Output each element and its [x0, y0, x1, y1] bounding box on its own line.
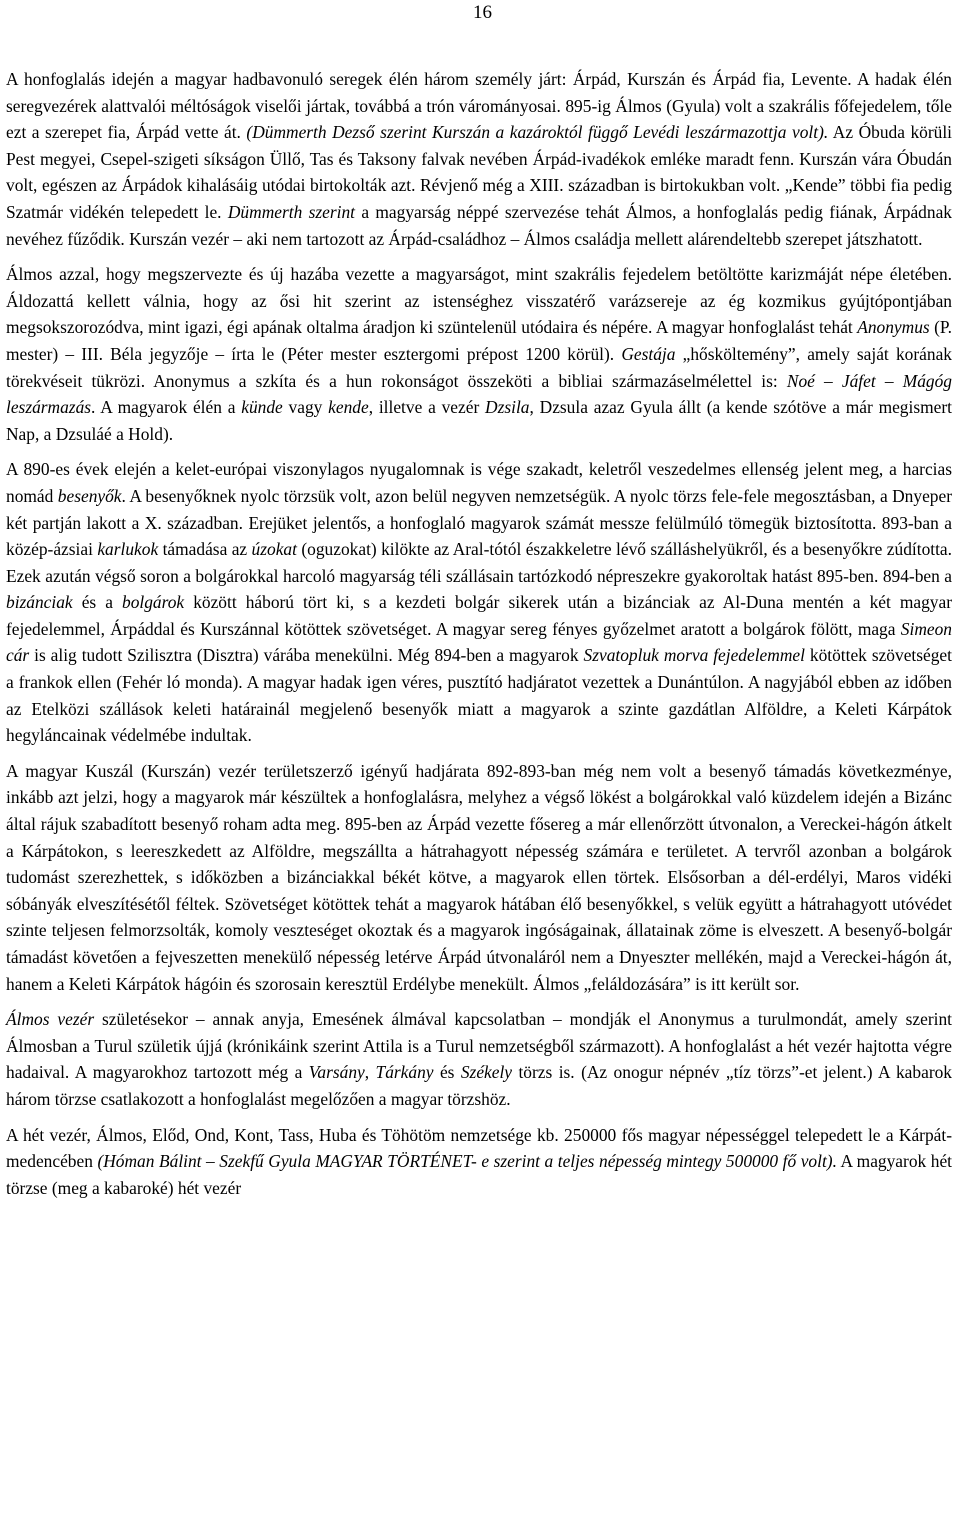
italic-text: künde [241, 397, 283, 418]
italic-text: Noé – Jáfet – Mágóg leszármazás [6, 370, 952, 418]
body-text: , illetve a vezér [368, 397, 486, 418]
body-text: A honfoglalás idején a magyar hadbavonuló seregek élén három személy járt: Árpád, Kurszán és Árpád fia, Levente. A hadak élén seregvezérek alattvalói méltóságok viselői jártak, továbbá a trón várományosai. 895-ig Álmos (Gyula) volt a szakrális főfejedelem, tőle ezt a szerepet fia, Árpád vette át. [6, 69, 952, 143]
italic-text: bizánciak [6, 592, 73, 613]
page-body [6, 66, 952, 1210]
body-text: (P. mester) – III. Béla jegyzője – írta le (Péter mester esztergomi prépost 1200 körül). [6, 317, 952, 364]
body-text: . A magyarok élén a [91, 397, 242, 418]
italic-text: Dzsila [485, 397, 530, 418]
body-text: és a [72, 592, 122, 613]
italic-text: Gestája [621, 343, 676, 364]
italic-text: Szvatopluk morva fejedelemmel [583, 645, 805, 666]
paragraph-1 [6, 66, 952, 252]
body-text: törzs is. (Az onogur népnév „tíz törzs”-et jelent.) A kabarok három törzse csatlakozott a honfoglalást megelőzően a magyar törzshöz. [6, 1062, 952, 1109]
body-text: születésekor – annak anyja, Emesének álmával kapcsolatban – mondják el Anonymus a turulmondát, amely szerint Álmosban a Turul születik újjá (krónikáink szerint Attila is a Turul nemzetségből származott). A honfoglalást a hét vezér hajtotta végre hadaival. A magyarokhoz tartozott még a [6, 1009, 952, 1083]
body-text: A magyar Kuszál (Kurszán) vezér területszerző igényű hadjárata 892-893-ban még nem volt a besenyő támadás következménye, inkább azt jelzi, hogy a magyarok már készültek a honfoglalásra, melyhez a végső lökést a bolgárokkal való küzdelem idején a Bizánc által rájuk szabadított besenyő roham adta meg. 895-ben az Árpád vezette fősereg a már ellenőrzött útvonalon, a Vereckei-hágón átkelt a Kárpátokon, s leereszkedett az Alföldre, megszállta a hátrahagyott népesség számára e területet. A tervről azonban a bolgárok tudomást szerezhettek, s időközben a bizánciakkal békét kötve, a magyarok ellen törtek. Elsősorban a dél-erdélyi, Maros vidéki sóbányák elveszítésétől féltek. Szövetséget kötöttek tehát a magyarok hátában élő besenyőkkel, s velük együtt a hátrahagyott utóvédet szinte teljesen felmorzsolták, komoly veszteséget okoztak és a magyarok ingóságainak, állatainak zöme is elveszett. A besenyő-bolgár támadást követően a fejveszetten menekülő népesség letérve Árpád útvonaláról nem a Dnyeszter mellékén, majd a Vereckei-hágón át, hanem a Keleti Kárpátok hágóin és szorosain keresztül Erdélybe menekült. Álmos „feláldozására” is itt került sor. [6, 760, 952, 994]
body-text: Az Óbuda körüli Pest megyei, Csepel-szigeti síkságon Üllő, Tas és Taksony falvak nevében Árpád-ivadékok emléke maradt fenn. Kurszán vára Óbudán volt, egészen az Árpádok kihalásáig utódai birtokolták azt. Révjenő még a XIII. században is birtokukban volt. „Kende” többi fia pedig Szatmár vidékén telepedett le. [6, 122, 952, 222]
body-text: (oguzokat) kilökte az Aral-tótól északkeletre lévő szálláshelyükről, és a besenyőkre zúdította. Ezek azután végső soron a bolgárokkal harcoló magyarság téli szállásain tartózkodó népreszekre gyakoroltak hatást 895-ben. 894-ben a [6, 539, 952, 586]
italic-text: úzokat [251, 539, 297, 560]
italic-text: Simeon cár [6, 618, 952, 666]
body-text: A 890-es évek elején a kelet-európai viszonylagos nyugalomnak is vége szakadt, keletről veszedelmes ellenség jelent meg, a harcias nomád [6, 459, 952, 506]
body-text: A hét vezér, Álmos, Előd, Ond, Kont, Tass, Huba és Töhötöm nemzetsége kb. 250000 fős magyar népességgel telepedett le a Kárpát-medencében [6, 1124, 952, 1172]
italic-text: (Dümmerth Dezső szerint Kurszán a kazároktól függő Levédi leszármazottja volt). [246, 122, 829, 143]
body-text: kötöttek szövetséget a frankok ellen (Fehér ló monda). A magyar hadak igen véres, pusztító hadjáratot vezettek a Dunántúlon. A nagyjából ebben az időben az Etelközi szállások keleti határainál megjelenő besenyők miatt a magyarok a szinte gazdátlan Alföldre, a Keleti Kárpátok hegyláncainak védelmébe indultak. [6, 645, 952, 746]
italic-text: bolgárok [122, 592, 185, 613]
body-text: A magyarok hét törzse (meg a kabaroké) hét vezér [6, 1151, 952, 1198]
italic-text: kende [328, 397, 369, 418]
italic-text: besenyők [57, 485, 122, 506]
italic-text: Dümmerth szerint [227, 201, 355, 222]
italic-text: Anonymus [857, 317, 930, 338]
italic-text: karlukok [97, 539, 159, 560]
italic-text: Székely [460, 1062, 513, 1083]
italic-text: (Hóman Bálint – Szekfű Gyula MAGYAR TÖRTÉNET- e szerint a teljes népesség mintegy 500000 fő volt). [97, 1151, 837, 1172]
body-text: , [364, 1062, 376, 1083]
body-text: , Dzsula azaz Gyula állt (a kende szótöve a már megismert Nap, a Dzsuláé a Hold). [6, 397, 952, 444]
body-text: Álmos azzal, hogy megszervezte és új hazába vezette a magyarságot, mint szakrális fejedelem betöltötte karizmáját népe életében. Áldozattá kellett válnia, hogy az ősi hit szerint az istenséghez visszatérő varázsereje az ég kozmikus gyújtópontjában megsokszorozódva, mint igazi, égi apának oltalma áradjon ki szüntelenül utódaira és népére. A magyar honfoglalást tehát [6, 264, 952, 338]
body-text: „hősköltemény”, amely saját korának törekvéseit tükrözi. Anonymus a szkíta és a hun rokonságot összeköti a bibliai származáselmélettel is: [6, 343, 952, 391]
italic-text: Varsány [308, 1062, 365, 1083]
body-text: vagy [282, 397, 329, 418]
body-text: támadása az [158, 539, 252, 560]
body-text: és [433, 1062, 461, 1083]
body-text: is alig tudott Szilisztra (Disztra) várába menekülni. Még 894-ben a magyarok [29, 645, 584, 666]
paragraph-5 [6, 1006, 952, 1112]
body-text: között háború tört ki, s a kezdeti bolgár sikerek után a bizánciak az Al-Duna mentén a két magyar fejedelemmel, Árpáddal és Kurszánnal kötöttek szövetséget. A magyar sereg fényes győzelmet aratott a bolgárok fölött, maga [6, 592, 953, 639]
paragraph-6 [6, 1122, 952, 1202]
paragraph-3 [6, 456, 952, 749]
italic-text: Tárkány [375, 1062, 434, 1083]
paragraph-2 [6, 261, 952, 447]
italic-text: Álmos vezér [6, 1009, 95, 1030]
page-number: 16 [473, 2, 492, 23]
body-text: . A besenyőknek nyolc törzsük volt, azon belül negyven nemzetségük. A nyolc törzs fele-fele megosztásban, a Dnyeper két partján lakott a X. században. Erejüket jelentős, a honfoglaló magyarok számát messze felülmúló tömegük biztosította. 893-ban a közép-ázsiai [6, 485, 952, 560]
paragraph-4 [6, 758, 952, 997]
body-text: a magyarság néppé szervezése tehát Álmos, a honfoglalás pedig fiának, Árpádnak nevéhez fűződik. Kurszán vezér – aki nem tartozott az Árpád-családhoz – Álmos családja mellett alárendeltebb szerepet játszhatott. [6, 201, 952, 249]
